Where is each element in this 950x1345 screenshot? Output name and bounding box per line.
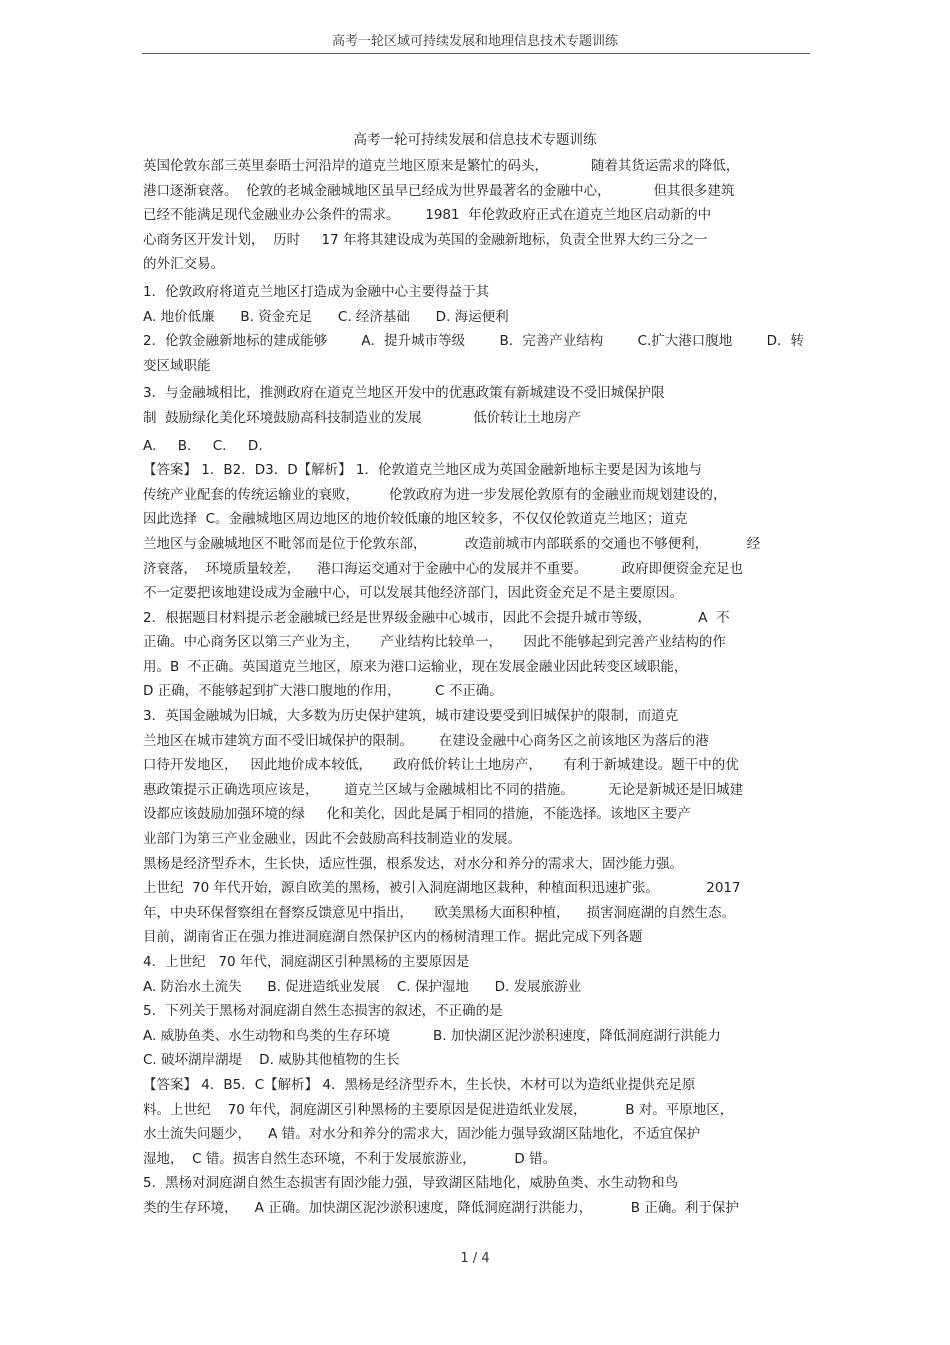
text-line: 年，中央环保督察组在督察反馈意见中指出， 欧美黑杨大面积种植， 损害洞庭湖的自然生态。 [143,904,736,921]
question-line: 5．下列关于黑杨对洞庭湖自然生态损害的叙述，不正确的是 [143,1003,503,1020]
text-line: 变区域职能 [143,357,211,374]
text-line: 类的生存环境， A 正确。加快湖区泥沙淤积速度，降低洞庭湖行洪能力， B 正确。利于保护 [143,1199,739,1216]
text-line: 已经不能满足现代金融业办公条件的需求。 1981 年伦敦政府正式在道克兰地区启动新的中 [143,207,712,224]
text-line: 业部门为第三产业金融业，因此不会鼓励高科技制造业的发展。 [143,831,521,848]
question-line: 2．伦敦金融新地标的建成能够 A．提升城市等级 B．完善产业结构 C.扩大港口腹地 D．转 [143,333,805,350]
text-line: 正确。中心商务区以第三产业为主， 产业结构比较单一， 因此不能够起到完善产业结构的作 [143,634,726,651]
text-line: D 正确，不能够起到扩大港口腹地的作用， C 不正确。 [143,683,503,700]
page-number: 1 / 4 [460,1251,490,1266]
text-line: 心商务区开发计划， 历时 17 年将其建设成为英国的金融新地标，负责全世界大约三分之一 [143,231,708,248]
text-line: 惠政策提示正确选项应该是， 道克兰区域与金融城相比不同的措施。 无论是新城还是旧城建 [143,781,744,798]
question-line: 4．上世纪 70 年代，洞庭湖区引种黑杨的主要原因是 [143,954,470,970]
running-header: 高考一轮区域可持续发展和地理信息技术专题训练 [331,34,618,49]
text-line: 兰地区在城市建筑方面不受旧城保护的限制。 在建设金融中心商务区之前该地区为落后的港 [143,732,709,749]
text-line: 英国伦敦东部三英里泰晤士河沿岸的道克兰地区原来是繁忙的码头， 随着其货运需求的降低， [143,158,740,174]
document-title: 高考一轮可持续发展和信息技术专题训练 [353,132,597,148]
text-line: 料。上世纪 70 年代，洞庭湖区引种黑杨的主要原因是促进造纸业发展， B 对。平原地区， [143,1101,734,1118]
options-line: C. 破坏湖岸湖堤 D. 威胁其他植物的生长 [143,1052,400,1069]
text-line: 5．黑杨对洞庭湖自然生态损害有固沙能力强，导致湖区陆地化，威胁鱼类、水生动物和鸟 [143,1175,679,1192]
options-line: A. 防治水土流失 B. 促进造纸业发展 C. 保护湿地 D. 发展旅游业 [143,978,582,995]
answer-line: 【答案】 1．B2．D3．D【解析】 1．伦敦道克兰地区成为英国金融新地标主要是因为该地与 [143,462,702,479]
text-line: 口待开发地区， 因此地价成本较低， 政府低价转让土地房产， 有利于新城建设。题干中的优 [143,757,739,774]
text-line: 3．英国金融城为旧城，大多数为历史保护建筑，城市建设要受到旧城保护的限制，而道克 [143,708,679,725]
text-line: 上世纪 70 年代开始，源自欧美的黑杨，被引入洞庭湖地区栽种，种植面积迅速扩张。 2017 [143,880,741,897]
question-line: 3．与金融城相比，推测政府在道克兰地区开发中的优惠政策有新城建设不受旧城保护限 [143,385,665,402]
header-rule [142,53,810,54]
text-line: 的外汇交易。 [143,256,224,273]
question-line: 1．伦敦政府将道克兰地区打造成为金融中心主要得益于其 [143,283,490,300]
text-line: 用。B 不正确。英国道克兰地区，原来为港口运输业，现在发展金融业因此转变区域职能， [143,658,688,675]
text-line: 因此选择 C。金融城地区周边地区的地价较低廉的地区较多，不仅仅伦敦道克兰地区；道克 [143,511,688,528]
answer-line: 【答案】 4．B5．C【解析】 4．黑杨是经济型乔木，生长快，木材可以为造纸业提供充足原 [143,1076,696,1093]
text-line: 黑杨是经济型乔木，生长快，适应性强，根系发达，对水分和养分的需求大，固沙能力强。 [143,855,683,872]
document-body [143,154,811,1221]
text-line: 制 鼓励绿化美化环境鼓励高科技制造业的发展 低价转让土地房产 [143,409,582,426]
text-line: 港口逐渐衰落。 伦敦的老城金融城地区虽早已经成为世界最著名的金融中心， 但其很多建筑 [143,182,735,199]
text-line: 目前，湖南省正在强力推进洞庭湖自然保护区内的杨树清理工作。据此完成下列各题 [143,929,643,946]
options-line: A. 威胁鱼类、水生动物和鸟类的生存环境 B. 加快湖区泥沙淤积速度，降低洞庭湖行洪能力 [143,1027,721,1044]
text-line: 湿地， C 错。损害自然生态环境，不利于发展旅游业， D 错。 [143,1150,557,1167]
text-line: 不一定要把该地建设成为金融中心，可以发展其他经济部门，因此资金充足不是主要原因。 [143,585,683,602]
text-line: 济衰落， 环境质量较差， 港口海运交通对于金融中心的发展并不重要。 政府即便资金充足也 [143,560,744,577]
text-line: 兰地区与金融城地区不毗邻而是位于伦敦东部， 改造前城市内部联系的交通也不够便利， 经 [143,535,761,552]
text-line: 传统产业配套的传统运输业的衰败， 伦敦政府为进一步发展伦敦原有的金融业而规划建设的， [143,486,727,503]
options-line: A. B. C. D. [143,437,263,454]
options-line: A. 地价低廉 B. 资金充足 C. 经济基础 D. 海运便利 [143,308,509,325]
text-line: 2．根据题目材料提示老金融城已经是世界级金融中心城市，因此不会提升城市等级， A 不 [143,609,730,626]
text-line: 设都应该鼓励加强环境的绿 化和美化，因此是属于相同的措施，不能选择。该地区主要产 [143,806,691,823]
text-line: 水土流失问题少， A 错。对水分和养分的需求大，固沙能力强导致湖区陆地化，不适宜保护 [143,1126,701,1143]
